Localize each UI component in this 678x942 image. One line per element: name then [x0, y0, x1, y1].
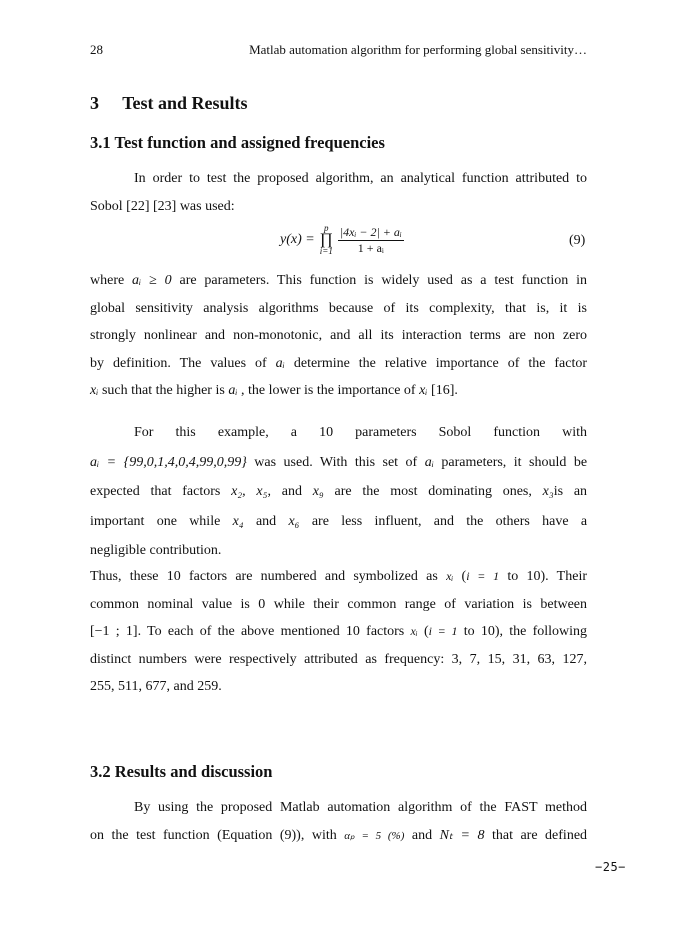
text: , the lower is the importance of — [241, 383, 416, 398]
text-line — [90, 618, 587, 646]
equation-9 — [280, 224, 404, 256]
math-inline: x₃ — [542, 484, 554, 499]
text-line — [90, 350, 587, 378]
text-line: common nominal value is 0 while their common range of variation is between — [90, 596, 587, 612]
paragraph-frequencies — [90, 563, 587, 701]
text: on the test function (Equation (9)), with — [90, 827, 337, 843]
equation-lhs: y(x) = — [280, 231, 315, 247]
text: [16]. — [431, 383, 458, 398]
math-inline: Nₜ = 8 — [439, 827, 485, 843]
text: ( — [423, 624, 429, 639]
text-line — [90, 448, 587, 478]
text: important one while — [90, 513, 221, 529]
math-inline: x₉ — [312, 484, 324, 499]
text: are parameters. This function is widely used as a test function in — [179, 273, 587, 288]
section-number: 3 — [90, 93, 99, 113]
math-inline: aᵢ ≥ 0 — [132, 273, 172, 288]
text: was used. With this set of — [254, 454, 418, 470]
text: and — [255, 513, 277, 529]
math-inline: [−1 ; 1] — [90, 624, 138, 639]
intro-paragraph — [90, 165, 587, 220]
math-inline: xᵢ — [90, 383, 99, 398]
text-line: 255, 511, 677, and 259. — [90, 679, 222, 694]
text: are less influent, and the others have a — [311, 513, 588, 529]
math-inline: aᵢ = {99,0,1,4,0,4,99,0,99} — [90, 454, 247, 470]
subsection-heading-3-2: 3.2 Results and discussion — [90, 762, 273, 781]
equation-fraction — [338, 225, 404, 256]
text: determine the relative importance of the factor — [293, 355, 588, 371]
math-inline: i = 1 — [466, 569, 500, 583]
paragraph-results — [90, 794, 587, 849]
product-upper-limit: p — [324, 223, 329, 233]
math-inline: xᵢ — [410, 624, 418, 638]
text: to 10), the following — [463, 624, 588, 639]
product-lower-limit: i=1 — [319, 246, 333, 256]
page-number: 28 — [90, 42, 103, 57]
paragraph-example — [90, 418, 587, 566]
text: where — [90, 273, 125, 288]
text-line — [90, 563, 587, 591]
text: , and — [267, 484, 302, 499]
text: . To each of the above mentioned 10 factors — [137, 624, 405, 639]
math-inline: xᵢ — [419, 383, 428, 398]
text: parameters, it should be — [441, 454, 588, 470]
math-inline: xᵢ — [446, 569, 454, 583]
text: expected that factors — [90, 484, 221, 499]
math-inline: x₆ — [288, 513, 300, 529]
text: are the most dominating ones, — [334, 484, 532, 499]
math-inline: αₚ = 5 (%) — [344, 829, 405, 842]
page-footer-label: −25− — [595, 860, 626, 874]
text-line: By using the proposed Matlab automation algorithm of the FAST method — [134, 800, 587, 815]
text-line — [90, 267, 587, 295]
math-inline: aᵢ — [275, 355, 285, 371]
text-line: negligible contribution. — [90, 543, 222, 558]
fraction-numerator: |4xᵢ − 2| + aᵢ — [339, 224, 402, 239]
text-line: global sensitivity analysis algorithms because of its complexity, that is, it is — [90, 300, 587, 316]
section-title: Test and Results — [122, 93, 248, 113]
text: such that the higher is — [101, 383, 225, 398]
text: to 10). Their — [507, 569, 587, 584]
math-inline: aᵢ — [228, 383, 238, 398]
equation-number: (9) — [569, 233, 586, 248]
math-inline: x₂, x₅ — [231, 484, 268, 499]
text-line: In order to test the proposed algorithm, an analytical function attributed to — [134, 171, 587, 186]
text: and — [411, 827, 433, 843]
product-symbol: p ∏ i=1 — [319, 223, 333, 256]
text-line: Sobol [22] [23] was used: — [90, 198, 235, 214]
text-line — [90, 822, 587, 850]
text: by definition. The values of — [90, 355, 267, 371]
text-line: distinct numbers were respectively attributed as frequency: 3, 7, 15, 31, 63, 127, — [90, 651, 587, 667]
text-line: For this example, a 10 parameters Sobol function with — [134, 425, 587, 440]
text: Thus, these 10 factors are numbered and symbolized as — [90, 569, 438, 584]
paragraph-parameters — [90, 267, 587, 405]
math-inline: x₄ — [232, 513, 244, 529]
text-line — [90, 377, 587, 405]
text-line: strongly nonlinear and non-monotonic, and all its interaction terms are non zero — [90, 328, 587, 343]
running-title: Matlab automation algorithm for performing global sensitivity… — [249, 42, 587, 57]
section-heading-3 — [90, 93, 248, 114]
text: is an — [553, 484, 588, 499]
math-inline: i = 1 — [428, 624, 458, 638]
text-line — [90, 477, 587, 507]
math-inline: aᵢ — [424, 454, 434, 470]
subsection-heading-3-1: 3.1 Test function and assigned frequencies — [90, 133, 385, 152]
text-line — [90, 507, 587, 537]
fraction-denominator: 1 + aᵢ — [357, 240, 384, 255]
text: ( — [461, 569, 467, 584]
text: that are defined — [491, 827, 588, 843]
